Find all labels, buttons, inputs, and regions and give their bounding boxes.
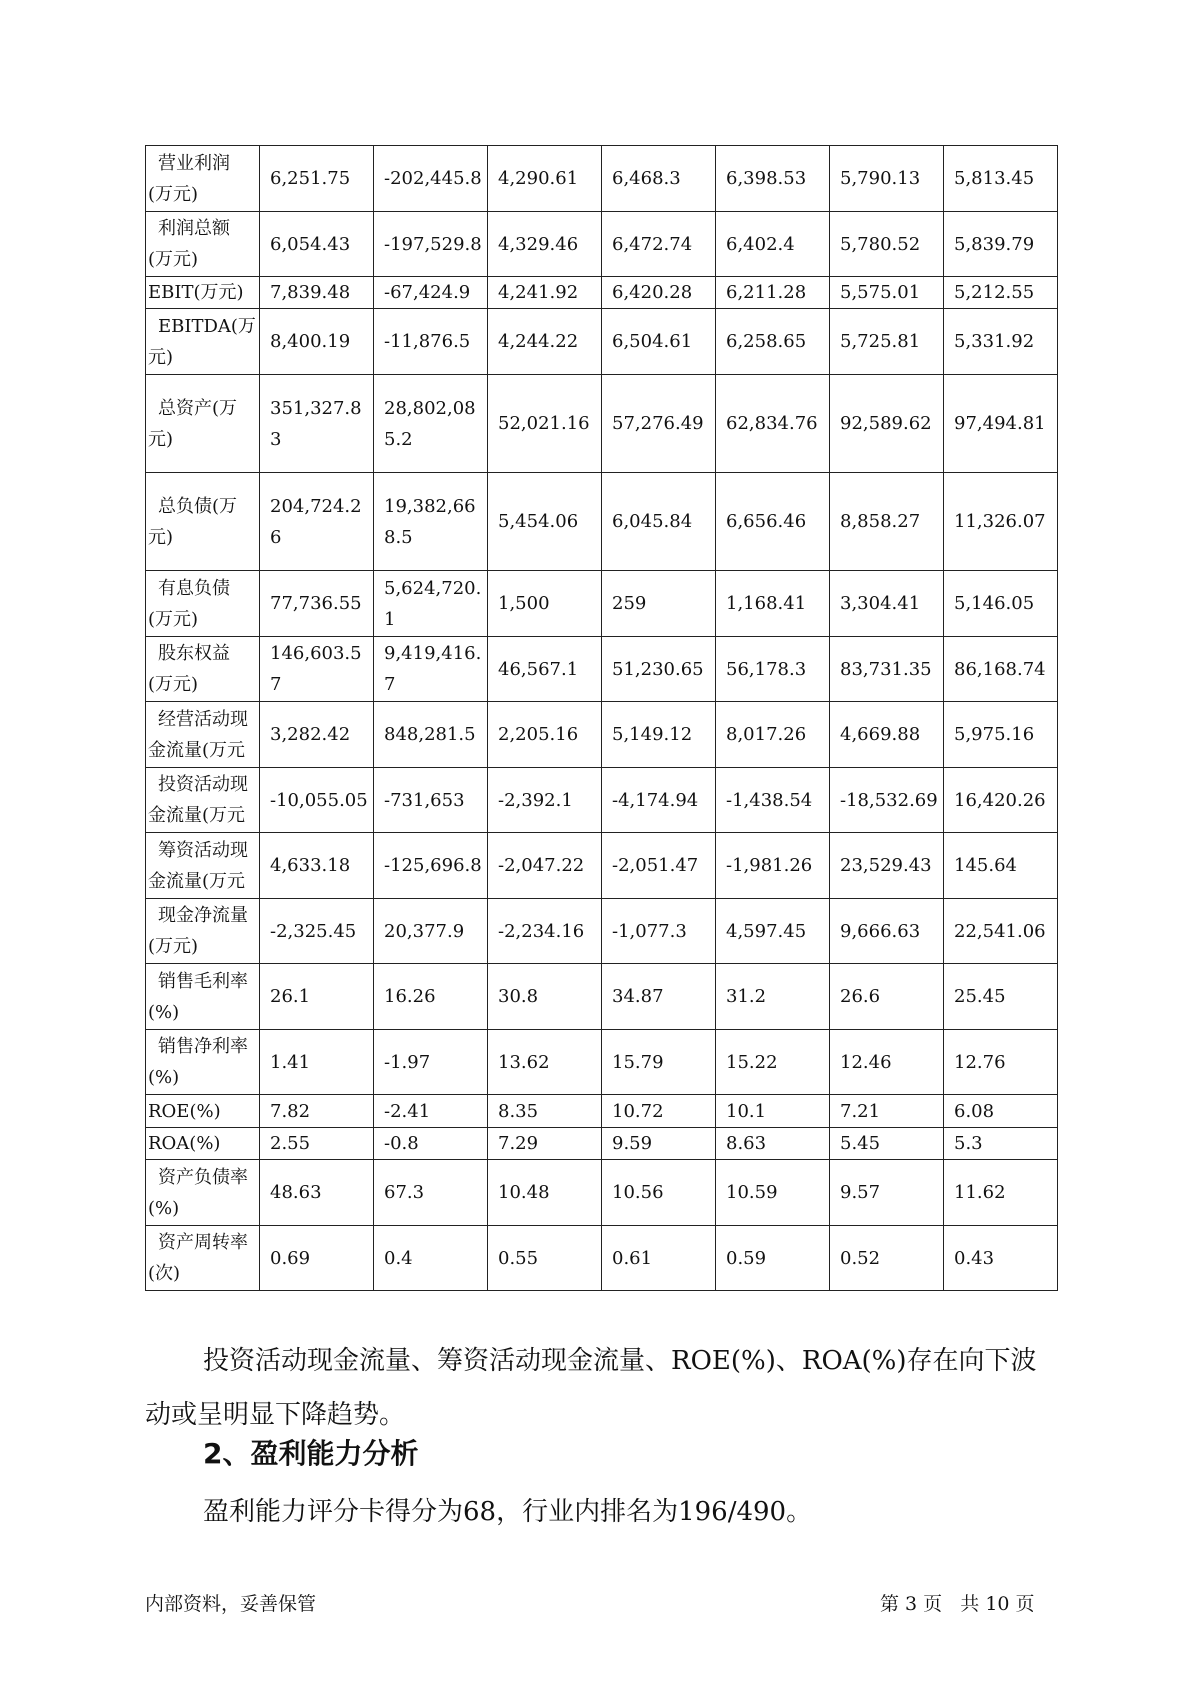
table-row — [146, 702, 1058, 768]
table-cell: 2.55 — [260, 1128, 374, 1160]
table-row — [146, 1226, 1058, 1291]
row-label-line: 股东权益 — [158, 643, 230, 664]
row-label — [146, 375, 260, 473]
table-cell: 4,633.18 — [260, 833, 374, 899]
row-label-line: 筹资活动现 — [158, 839, 248, 861]
table-cell: 6,251.75 — [260, 146, 374, 212]
table-row — [146, 1128, 1058, 1160]
row-label-line: 金流量(万元 — [148, 739, 246, 761]
table-cell: 5,149.12 — [602, 702, 716, 768]
table-cell: 62,834.76 — [716, 375, 830, 473]
table-cell: 8,017.26 — [716, 702, 830, 768]
table-cell: 5.45 — [830, 1128, 944, 1160]
table-cell: 9.57 — [830, 1160, 944, 1226]
table-cell: 5,212.55 — [944, 277, 1058, 309]
table-cell: 6,472.74 — [602, 212, 716, 277]
row-label-line: EBIT(万元) — [148, 282, 244, 303]
table-cell: 5,624,720.1 — [374, 571, 488, 637]
footer-confidential: 内部资料，妥善保管 — [145, 1593, 317, 1615]
table-cell: 10.48 — [488, 1160, 602, 1226]
table-row — [146, 964, 1058, 1030]
table-cell: 1.41 — [260, 1030, 374, 1095]
table-cell: 16,420.26 — [944, 768, 1058, 833]
table-cell: -0.8 — [374, 1128, 488, 1160]
table-row — [146, 1030, 1058, 1095]
table-cell: 8,400.19 — [260, 309, 374, 375]
row-label-line: ROE(%) — [148, 1100, 221, 1122]
table-cell: -2,051.47 — [602, 833, 716, 899]
row-label-line: 资产负债率 — [158, 1166, 248, 1188]
row-label-line: EBITDA(万 — [158, 315, 256, 337]
row-label — [146, 768, 260, 833]
row-label-line: 元) — [148, 428, 174, 450]
row-label-line: (万元) — [148, 936, 199, 957]
table-cell: 146,603.57 — [260, 637, 374, 702]
table-cell: -125,696.8 — [374, 833, 488, 899]
table-cell: -197,529.8 — [374, 212, 488, 277]
table-cell: 97,494.81 — [944, 375, 1058, 473]
row-label-line: 销售净利率 — [158, 1036, 248, 1057]
row-label-line: 经营活动现 — [158, 708, 248, 730]
table-cell: 30.8 — [488, 964, 602, 1030]
row-label-line: (%) — [148, 1001, 180, 1023]
table-cell: 6,656.46 — [716, 473, 830, 571]
table-cell: -2,325.45 — [260, 899, 374, 964]
table-row — [146, 833, 1058, 899]
row-label — [146, 571, 260, 637]
row-label-line: 营业利润 — [158, 152, 230, 174]
row-label-line: (万元) — [148, 608, 199, 630]
row-label — [146, 702, 260, 768]
row-label-line: 投资活动现 — [158, 774, 248, 795]
table-cell: 6,045.84 — [602, 473, 716, 571]
table-cell: 7.21 — [830, 1095, 944, 1128]
table-cell: -1,077.3 — [602, 899, 716, 964]
table-row — [146, 212, 1058, 277]
row-label-line: 元) — [148, 346, 174, 368]
row-label-line: 金流量(万元 — [148, 870, 246, 892]
footer-page-number: 第 3 页 共 10 页 — [880, 1593, 1035, 1615]
row-label-line: 元) — [148, 526, 174, 548]
table-cell: 52,021.16 — [488, 375, 602, 473]
table-row — [146, 277, 1058, 309]
row-label-line: (次) — [148, 1263, 181, 1284]
table-cell: 4,244.22 — [488, 309, 602, 375]
table-cell: 28,802,085.2 — [374, 375, 488, 473]
table-cell: -202,445.8 — [374, 146, 488, 212]
table-row — [146, 375, 1058, 473]
table-cell: 145.64 — [944, 833, 1058, 899]
table-row — [146, 1160, 1058, 1226]
table-cell: 6,211.28 — [716, 277, 830, 309]
table-cell: 5,813.45 — [944, 146, 1058, 212]
row-label-line: 资产周转率 — [158, 1232, 248, 1253]
table-cell: 3,282.42 — [260, 702, 374, 768]
table-cell: 0.69 — [260, 1226, 374, 1291]
table-cell: 0.55 — [488, 1226, 602, 1291]
analysis-paragraph: 投资活动现金流量、筹资活动现金流量、ROE(%)、ROA(%)存在向下波动或呈明显下降趋势。 — [145, 1346, 1037, 1430]
table-cell: 48.63 — [260, 1160, 374, 1226]
table-cell: 10.56 — [602, 1160, 716, 1226]
financial-table — [145, 145, 1058, 1291]
table-row — [146, 899, 1058, 964]
row-label-line: ROA(%) — [148, 1133, 221, 1154]
table-cell: 11,326.07 — [944, 473, 1058, 571]
row-label-line: 销售毛利率 — [158, 970, 248, 992]
table-cell: -2.41 — [374, 1095, 488, 1128]
table-cell: 26.6 — [830, 964, 944, 1030]
table-row — [146, 473, 1058, 571]
table-cell: 9,666.63 — [830, 899, 944, 964]
table-cell: 5.3 — [944, 1128, 1058, 1160]
table-cell: 3,304.41 — [830, 571, 944, 637]
table-cell: 4,290.61 — [488, 146, 602, 212]
table-cell: 26.1 — [260, 964, 374, 1030]
row-label-line: 利润总额 — [158, 218, 230, 239]
table-cell: -10,055.05 — [260, 768, 374, 833]
score-paragraph: 盈利能力评分卡得分为68，行业内排名为196/490。 — [203, 1497, 813, 1527]
row-label — [146, 277, 260, 309]
table-row — [146, 146, 1058, 212]
row-label — [146, 1095, 260, 1128]
table-cell: 20,377.9 — [374, 899, 488, 964]
row-label-line: 现金净流量 — [158, 905, 248, 926]
table-cell: 23,529.43 — [830, 833, 944, 899]
table-cell: 57,276.49 — [602, 375, 716, 473]
table-cell: -2,047.22 — [488, 833, 602, 899]
table-cell: 77,736.55 — [260, 571, 374, 637]
table-cell: 0.59 — [716, 1226, 830, 1291]
table-cell: 31.2 — [716, 964, 830, 1030]
table-cell: 6,402.4 — [716, 212, 830, 277]
table-cell: 8.35 — [488, 1095, 602, 1128]
table-cell: 8.63 — [716, 1128, 830, 1160]
table-cell: 7,839.48 — [260, 277, 374, 309]
table-cell: 86,168.74 — [944, 637, 1058, 702]
table-cell: 12.76 — [944, 1030, 1058, 1095]
table-row — [146, 309, 1058, 375]
table-cell: 6,420.28 — [602, 277, 716, 309]
table-cell: 9,419,416.7 — [374, 637, 488, 702]
table-cell: -18,532.69 — [830, 768, 944, 833]
table-cell: -1.97 — [374, 1030, 488, 1095]
table-cell: 5,575.01 — [830, 277, 944, 309]
row-label-line: (万元) — [148, 674, 199, 695]
row-label — [146, 146, 260, 212]
table-cell: 7.29 — [488, 1128, 602, 1160]
table-cell: 259 — [602, 571, 716, 637]
table-cell: 67.3 — [374, 1160, 488, 1226]
table-cell: 16.26 — [374, 964, 488, 1030]
table-cell: 15.79 — [602, 1030, 716, 1095]
row-label-line: 金流量(万元 — [148, 805, 246, 826]
table-cell: 15.22 — [716, 1030, 830, 1095]
table-cell: -731,653 — [374, 768, 488, 833]
table-cell: 0.43 — [944, 1226, 1058, 1291]
table-cell: 10.59 — [716, 1160, 830, 1226]
table-cell: 4,241.92 — [488, 277, 602, 309]
row-label — [146, 1226, 260, 1291]
table-cell: 56,178.3 — [716, 637, 830, 702]
row-label-line: 总资产(万 — [158, 397, 238, 419]
row-label-line: (万元) — [148, 249, 199, 270]
table-cell: 6,054.43 — [260, 212, 374, 277]
table-cell: 848,281.5 — [374, 702, 488, 768]
table-cell: 92,589.62 — [830, 375, 944, 473]
table-cell: 13.62 — [488, 1030, 602, 1095]
row-label — [146, 1030, 260, 1095]
table-cell: 12.46 — [830, 1030, 944, 1095]
table-cell: 6.08 — [944, 1095, 1058, 1128]
table-cell: 10.1 — [716, 1095, 830, 1128]
table-row — [146, 571, 1058, 637]
table-cell: 0.52 — [830, 1226, 944, 1291]
table-cell: 0.4 — [374, 1226, 488, 1291]
table-cell: 8,858.27 — [830, 473, 944, 571]
row-label — [146, 473, 260, 571]
row-label — [146, 899, 260, 964]
table-row — [146, 637, 1058, 702]
table-cell: -2,392.1 — [488, 768, 602, 833]
section-heading: 2、盈利能力分析 — [203, 1437, 419, 1470]
table-cell: -2,234.16 — [488, 899, 602, 964]
table-cell: 9.59 — [602, 1128, 716, 1160]
table-cell: -4,174.94 — [602, 768, 716, 833]
table-cell: 7.82 — [260, 1095, 374, 1128]
table-cell: 2,205.16 — [488, 702, 602, 768]
table-row — [146, 768, 1058, 833]
table-cell: 5,454.06 — [488, 473, 602, 571]
table-cell: 51,230.65 — [602, 637, 716, 702]
table-row — [146, 1095, 1058, 1128]
table-cell: 0.61 — [602, 1226, 716, 1291]
row-label — [146, 833, 260, 899]
table-cell: 204,724.26 — [260, 473, 374, 571]
row-label — [146, 1160, 260, 1226]
table-cell: 25.45 — [944, 964, 1058, 1030]
table-cell: 34.87 — [602, 964, 716, 1030]
table-cell: 4,329.46 — [488, 212, 602, 277]
table-cell: 5,975.16 — [944, 702, 1058, 768]
table-cell: 10.72 — [602, 1095, 716, 1128]
table-cell: 5,790.13 — [830, 146, 944, 212]
table-cell: 6,258.65 — [716, 309, 830, 375]
table-cell: 4,669.88 — [830, 702, 944, 768]
row-label — [146, 1128, 260, 1160]
table-cell: 5,780.52 — [830, 212, 944, 277]
table-cell: 351,327.83 — [260, 375, 374, 473]
row-label-line: (%) — [148, 1067, 180, 1088]
table-cell: 5,725.81 — [830, 309, 944, 375]
table-cell: 4,597.45 — [716, 899, 830, 964]
table-cell: -1,438.54 — [716, 768, 830, 833]
table-cell: 1,168.41 — [716, 571, 830, 637]
table-cell: 5,839.79 — [944, 212, 1058, 277]
table-cell: 5,331.92 — [944, 309, 1058, 375]
row-label-line: 有息负债 — [158, 577, 230, 599]
table-cell: 11.62 — [944, 1160, 1058, 1226]
table-cell: -1,981.26 — [716, 833, 830, 899]
table-cell: 19,382,668.5 — [374, 473, 488, 571]
row-label-line: 总负债(万 — [158, 495, 238, 517]
table-cell: 5,146.05 — [944, 571, 1058, 637]
table-cell: 6,504.61 — [602, 309, 716, 375]
table-cell: 6,468.3 — [602, 146, 716, 212]
row-label — [146, 964, 260, 1030]
table-cell: -11,876.5 — [374, 309, 488, 375]
row-label-line: (万元) — [148, 183, 199, 205]
table-cell: 83,731.35 — [830, 637, 944, 702]
table-cell: 6,398.53 — [716, 146, 830, 212]
row-label — [146, 309, 260, 375]
table-cell: 22,541.06 — [944, 899, 1058, 964]
table-cell: -67,424.9 — [374, 277, 488, 309]
row-label — [146, 212, 260, 277]
row-label — [146, 637, 260, 702]
table-cell: 1,500 — [488, 571, 602, 637]
row-label-line: (%) — [148, 1197, 180, 1219]
table-cell: 46,567.1 — [488, 637, 602, 702]
